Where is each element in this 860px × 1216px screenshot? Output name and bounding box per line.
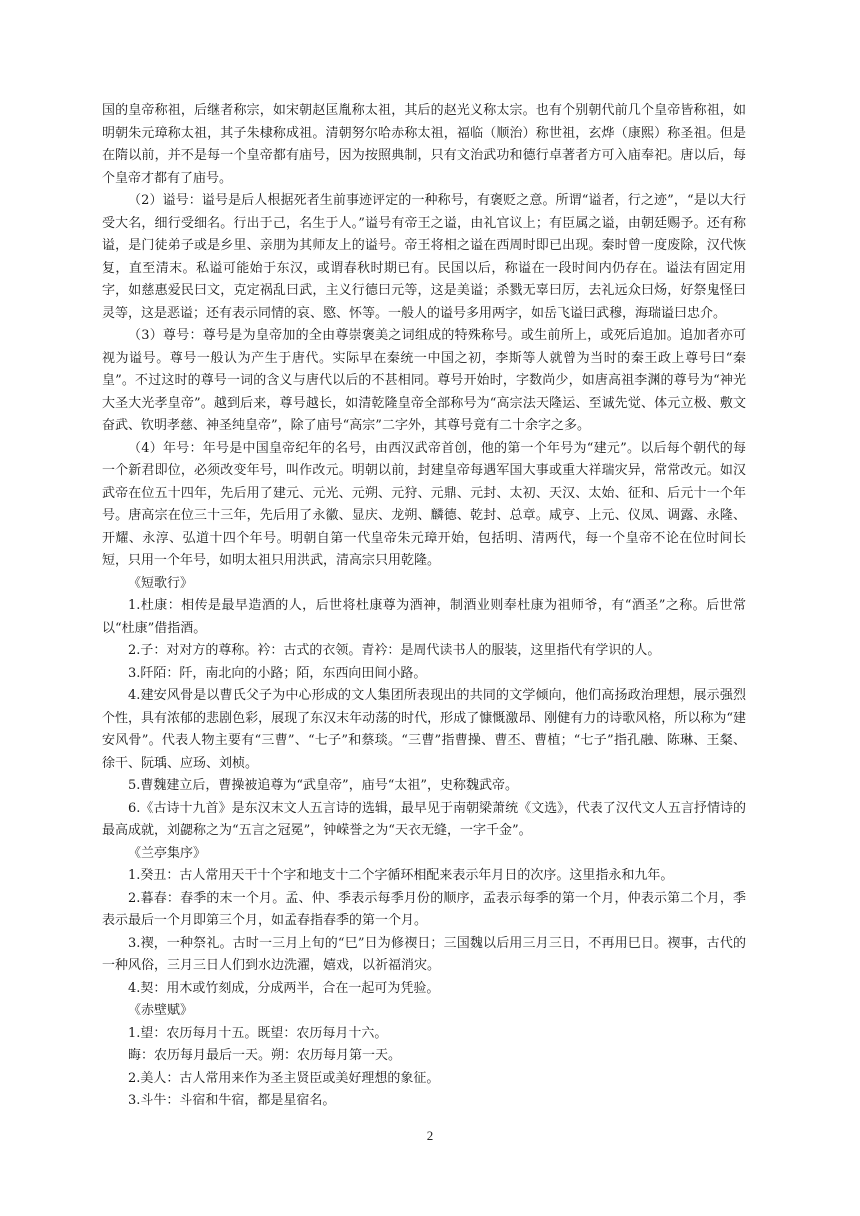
paragraph-honorific-titles: （3）尊号：尊号是为皇帝加的全由尊崇褒美之词组成的特殊称号。或生前所上，或死后追加。追加者亦可视为谥号。尊号一般认为产生于唐代。实际早在秦统一中国之初，李斯等人就曾为当时的秦王政上尊号曰“秦皇”。不过这时的尊号一词的含义与唐代以后的不甚相同。尊号开始时，字数尚少，如唐高祖李渊的尊号为“神光大圣大光孝皇帝”。越到后来，尊号越长，如清乾隆皇帝全部称号为“高宗法天隆运、至诚先觉、体元立极、敷文奋武、钦明孝慈、神圣纯皇帝”，除了庙号“高宗”二字外，其尊号竟有二十余字之多。 [102,328,746,433]
note-item: 5.曹魏建立后，曹操被追尊为“武皇帝”，庙号“太祖”，史称魏武帝。 [128,778,518,793]
note-item: 1.癸丑：古人常用天干十个字和地支十二个字循环相配来表示年月日的次序。这里指永和九年。 [128,868,674,883]
note-item: 4.契：用木或竹刻成，分成两半，合在一起可为凭验。 [128,980,440,996]
note-item: 3.禊，一种祭礼。古时一三月上旬的“巳”日为修禊日；三国魏以后用三月三日，不再用巳日。禊事，古代的一种风俗，三月三日人们到水边洗濯，嬉戏，以祈福消灾。 [102,935,746,973]
paragraph-era-names: （4）年号：年号是中国皇帝纪年的名号，由西汉武帝首创，他的第一个年号为“建元”。以后每个朝代的每一个新君即位，必须改变年号，叫作改元。明朝以前，封建皇帝每遇军国大事或重大祥瑞灾异，常常改元。如汉武帝在位五十四年，先后用了建元、元光、元朔、元狩、元鼎、元封、太初、天汉、太始、征和、后元十一个年号。唐高宗在位三十三年，先后用了永徽、显庆、龙朔、麟德、乾封、总章。咸亨、上元、仪凤、调露、永隆、开耀、永淳、弘道十四个年号。明朝自第一代皇帝朱元璋开始，包括明、清两代，每一个皇帝不论在位时间长短，只用一个年号，如明太祖只用洪武，清高宗只用乾隆。 [102,440,746,568]
note-item: 2.暮春：春季的末一个月。孟、仲、季表示每季月份的顺序，孟表示每季的第一个月，仲表示第二个月，季表示最后一个月即第三个月，如孟春指春季的第一个月。 [102,890,746,928]
section-heading-chibifu: 《赤壁赋》 [128,1003,194,1018]
note-item: 2.子：对对方的尊称。衿：古式的衣领。青衿：是周代读书人的服装，这里指代有学识的人。 [128,643,661,658]
note-item: 3.斗牛：斗宿和牛宿，都是星宿名。 [128,1093,336,1108]
section-heading-duangexing: 《短歌行》 [128,575,194,591]
note-item: 1.杜康：相传是最早造酒的人，后世将杜康尊为酒神，制酒业则奉杜康为祖师爷，有“酒圣”之称。后世常以“杜康”借指酒。 [102,598,746,636]
note-item: 2.美人：古人常用来作为圣主贤臣或美好理想的象征。 [128,1070,440,1086]
note-item: 4.建安风骨是以曹氏父子为中心形成的文人集团所表现出的共同的文学倾向，他们高扬政治理想，展示强烈个性，具有浓郁的悲剧色彩，展现了东汉末年动荡的时代，形成了慷慨激昂、刚健有力的诗歌风格，所以称为“建安风骨”。代表人物主要有“三曹”、“七子”和蔡琰。“三曹”指曹操、曹丕、曹植；“七子”指孔融、陈琳、王粲、徐干、阮瑀、应玚、刘桢。 [102,688,746,771]
note-item: 3.阡陌：阡，南北向的小路；陌，东西向田间小路。 [128,665,427,681]
note-item: 晦：农历每月最后一天。朔：农历每月第一天。 [128,1048,402,1063]
section-heading-lanting: 《兰亭集序》 [128,845,207,861]
note-item: 1.望：农历每月十五。既望：农历每月十六。 [128,1025,388,1041]
note-item: 6.《古诗十九首》是东汉末文人五言诗的选辑，最早见于南朝梁萧统《文选》，代表了汉代文人五言抒情诗的最高成就，刘勰称之为“五言之冠冕”，钟嵘誉之为“天衣无缝，一字千金”。 [102,800,746,838]
paragraph-temple-names-cont: 国的皇帝称祖，后继者称宗，如宋朝赵匡胤称太祖，其后的赵光义称太宗。也有个别朝代前几个皇帝皆称祖，如明朝朱元璋称太祖，其子朱棣称成祖。清朝努尔哈赤称太祖，福临（顺治）称世祖，玄烨（康熙）称圣祖。但是在隋以前，并不是每一个皇帝都有庙号，因为按照典制，只有文治武功和德行卓著者方可入庙奉祀。唐以后，每个皇帝才都有了庙号。 [102,103,746,186]
page-number: 2 [426,1128,434,1143]
document-body [102,100,746,1113]
paragraph-posthumous-names: （2）谥号：谥号是后人根据死者生前事迹评定的一种称号，有褒贬之意。所谓“谥者，行之迹”，“是以大行受大名，细行受细名。行出于己，名生于人。”谥号有帝王之谥，由礼官议上；有臣属之谥，由朝廷赐予。还有称谥，是门徒弟子或是乡里、亲朋为其师友上的谥号。帝王将相之谥在西周时即已出现。秦时曾一度废除，汉代恢复，直至清末。私谥可能始于东汉，或谓春秋时期已有。民国以后，称谥在一段时间内仍存在。谥法有固定用字，如慈惠爱民曰文，克定祸乱曰武，主义行德曰元等，这是美谥；杀戮无辜曰厉，去礼远众曰炀，好祭鬼怪曰灵等，这是恶谥；还有表示同情的哀、愍、怀等。一般人的谥号多用两字，如岳飞谥曰武穆，海瑞谥曰忠介。 [102,193,746,321]
